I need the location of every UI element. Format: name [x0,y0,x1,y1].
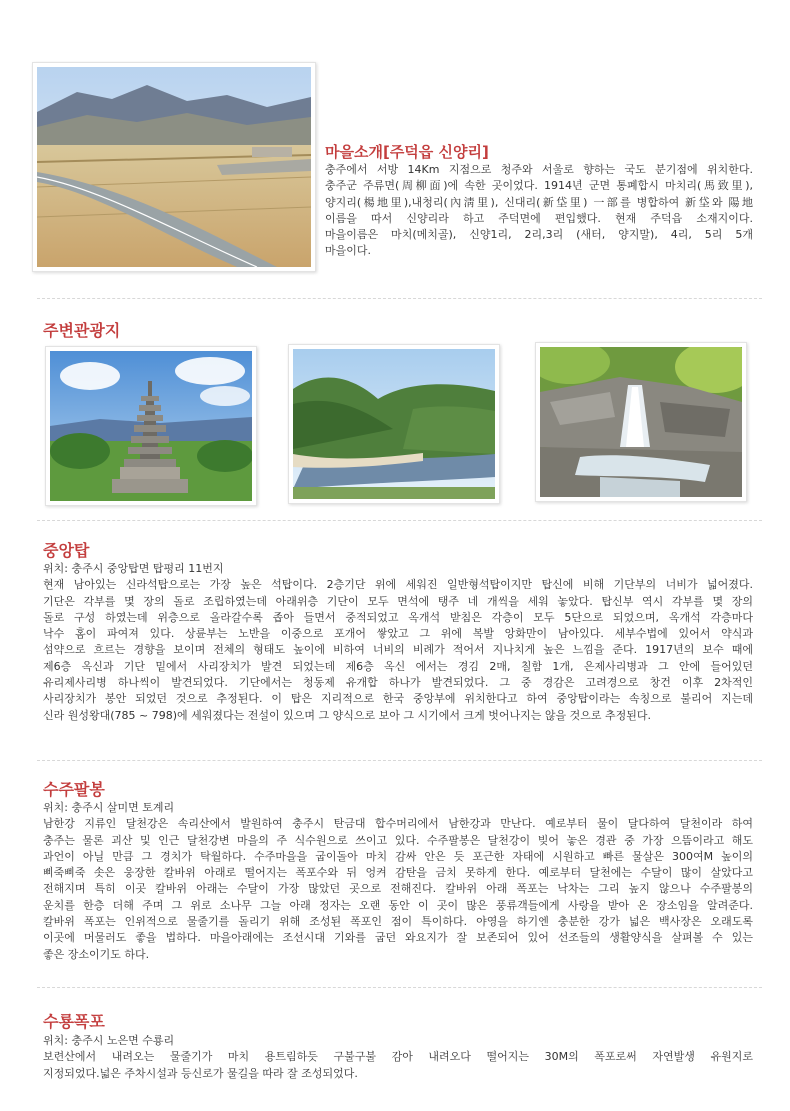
intro-line: 마을이다. [325,244,372,258]
section-body [43,561,753,724]
intro-photo-frame [32,62,316,272]
divider [37,298,762,299]
section-location: 위치: 충주시 중앙탑면 탑평리 11번지 [43,562,224,575]
section-body [43,800,753,963]
section-location: 위치: 충주시 노은면 수룡리 [43,1034,175,1047]
intro-title: 마을소개[주덕읍 신양리] [325,143,489,161]
intro-line: 양지리(楊地里),내청리(內淸里), 신대리(新垈里) 一部를 병합하여 新垈와 陽地 [325,195,753,209]
section-line: 지정되었다.넓은 주차시설과 등신로가 물길을 따라 잘 조성되었다. [43,1066,358,1080]
highway-valley-photo [37,67,311,267]
section-line: 기단은 각부를 몇 장의 돌로 조립하였는데 아래위층 기단이 모두 면석에 탱주 네 개씩을 세워 놓았다. 탑신부 역시 각부를 몇 장의 [43,594,753,608]
section-title: 수주팔봉 [43,780,105,799]
section-line: 신라 원성왕대(785 ~ 798)에 세워졌다는 전설이 있으며 그 양식으로 보아 그 시기에서 크게 벗어나지는 않을 것으로 추정된다. [43,708,652,722]
stone-pagoda-photo [50,351,252,501]
attraction-photo-frame [45,346,257,506]
intro-text [325,162,753,260]
section-line: 이곳에 머물러도 좋을 법하다. 마을아래에는 조선시대 기와를 굽던 와요지가 잘 보존되어 있어 선조들의 생활양식을 살펴볼 수 있는 [43,931,753,945]
divider [37,760,762,761]
intro-line: 충주군 주류면(周柳面)에 속한 곳이었다. 1914년 군면 통폐합시 마치리(馬致里), [325,179,753,193]
section-line: 과언이 아닐 만큼 그 경치가 탁월하다. 수주마을을 굽이돌아 마치 감싸 안은 듯 포근한 자태에 시원하고 빠른 물살은 300여M 높이의 [43,849,753,863]
divider [37,520,762,521]
section-title: 수룡폭포 [43,1012,105,1031]
section-location: 위치: 충주시 살미면 토계리 [43,801,175,814]
section-line: 낙수 홈이 파여져 있다. 상륜부는 노반을 이중으로 포개어 쌓았고 그 위에 복발 앙화만이 남아있다. 세부수법에 있어서 약식과 [43,627,753,641]
section-line: 제6층 옥신과 기단 밑에서 사리장치가 발견 되었는데 제6층 옥신 에서는 경김 2매, 칠함 1개, 은제사리병과 그 안에 들어있던 [43,659,753,673]
section-line: 운치를 한층 더해 주며 그 위로 소나무 그늘 아래 정자는 오랜 동안 이 곳이 많은 풍류객들에게 사랑을 받아 온 장소임을 알려준다. [43,898,753,912]
intro-line: 마을이름은 마치(메치골), 신양1리, 2리,3리 (새터, 양지말), 4리, 5리 5개 [325,228,753,242]
section-line: 사리장치가 봉안 되었던 것으로 추정된다. 이 탑은 지리적으로 한국 중앙부에 위치한다고 하여 중앙탑이라는 속칭으로 불리어 지는데 [43,692,753,706]
attractions-title: 주변관광지 [43,321,121,340]
waterfall-photo [540,347,742,497]
section-line: 유리제사리병 하나씩이 발견되었다. 기단에서는 청동제 유개합 하나가 발견되었다. 그 중 경감은 고려경으로 창건 이후 2차적인 [43,676,753,690]
section-line: 남한강 지류인 달천강은 속리산에서 발원하여 충주시 탄금대 합수머리에서 남한강과 만난다. 예로부터 물이 달다하여 달천이라 하여 [43,817,753,831]
section-line: 삐죽삐죽 솟은 웅장한 칼바위 아래로 떨어지는 폭포수와 뒤 엉켜 감탄을 금치 못하게 한다. 예로부터 달천에는 수달이 많이 살았다고 [43,866,753,880]
attraction-photo-frame [535,342,747,502]
section-line: 전해지며 특히 이곳 칼바위 아래는 수달이 가장 많았던 곳으로 전해진다. 칼바위 아래 폭포는 낙차는 그리 높지 않으나 수주팔봉의 [43,882,753,896]
section-line: 좋은 장소이기도 하다. [43,947,150,961]
section-line: 돌로 구성 하였는데 위층으로 올라갈수록 좁아 들면서 중적되었고 옥개석 받침은 각층이 모두 5단으로 되었으며, 옥개석 각층마다 [43,610,753,624]
section-line: 현재 남아있는 신라석탑으로는 가장 높은 석탑이다. 2층기단 위에 세워진 일반형석탑이지만 탑신에 비해 기단부의 너비가 넓어졌다. [43,578,753,592]
section-body [43,1033,753,1082]
intro-line: 이름을 따서 신양리라 하고 주덕면에 편입했다. 현재 주덕읍 소재지이다. [325,211,753,225]
divider [37,987,762,988]
section-line: 칼바위 폭포는 인위적으로 물줄기를 돌리기 위해 조성된 폭포인 점이 특이하다. 야영을 하기엔 충분한 강가 넓은 백사장은 오래도록 [43,915,753,929]
attraction-photo-frame [288,344,500,504]
section-line: 보련산에서 내려오는 물줄기가 마치 용트림하듯 구불구불 감아 내려오다 떨어지는 30M의 폭포로써 자연발생 유원지로 [43,1050,753,1064]
section-title: 중앙탑 [43,541,90,560]
section-line: 섬약으로 흐르는 경향을 보이며 전체의 형태도 높이에 비하여 너비의 비례가 적어서 지나치게 높은 느낌을 준다. 1917년의 보수 때에 [43,643,753,657]
river-mountain-photo [293,349,495,499]
intro-line: 충주에서 서방 14Km 지점으로 청주와 서울로 향하는 국도 분기점에 위치한다. [325,163,753,176]
section-line: 충주는 물론 괴산 및 인근 달천강변 마을의 주 식수원으로 쓰이고 있다. 수주팔봉은 달천강이 빚어 놓은 경관 중 가장 으뜸이라고 해도 [43,833,753,847]
